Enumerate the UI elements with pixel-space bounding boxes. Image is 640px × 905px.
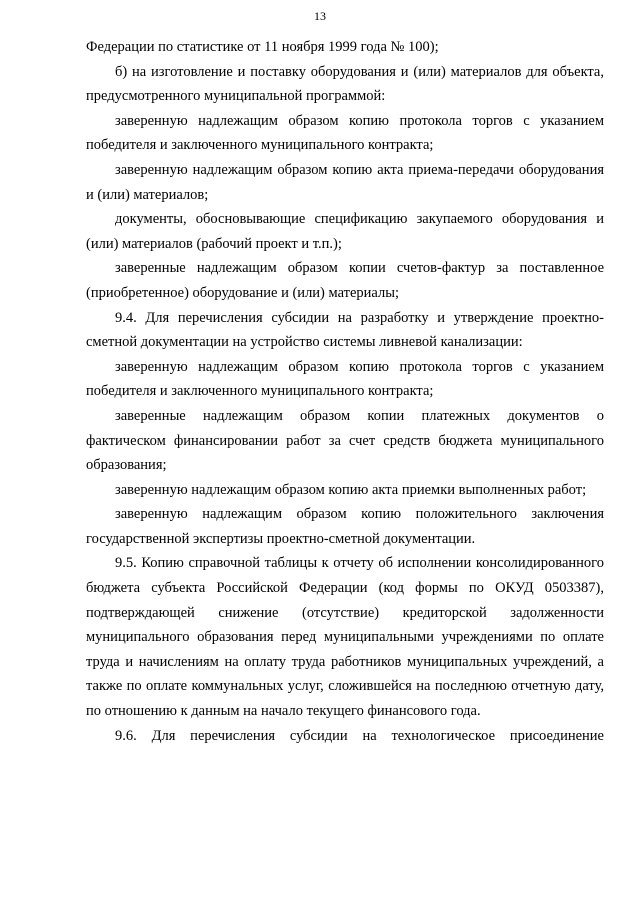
paragraph: документы, обосновывающие спецификацию закупаемого оборудования и (или) материалов (рабочий проект и т.п.);: [86, 211, 604, 252]
paragraph: 9.6. Для перечисления субсидии на технологическое присоединение: [115, 727, 604, 744]
paragraph: заверенные надлежащим образом копии счетов-фактур за поставленное (приобретенное) оборудование и (или) материалы;: [86, 260, 604, 301]
paragraph: 9.4. Для перечисления субсидии на разработку и утверждение проектно-сметной документации на устройство системы ливневой канализации:: [86, 309, 604, 351]
paragraph: заверенные надлежащим образом копии платежных документов о фактическом финансировании работ за счет средств бюджета муниципального образования;: [86, 407, 604, 474]
paragraph: б) на изготовление и поставку оборудования и (или) материалов для объекта, предусмотренного муниципальной программой:: [86, 63, 604, 105]
page-number: 13: [314, 9, 326, 23]
paragraph: заверенную надлежащим образом копию акта приема-передачи оборудования и (или) материалов;: [86, 161, 604, 203]
paragraph: заверенную надлежащим образом копию положительного заключения государственной экспертизы проектно-сметной документации.: [86, 506, 604, 547]
paragraph: заверенную надлежащим образом копию протокола торгов с указанием победителя и заключенного муниципального контракта;: [86, 358, 604, 400]
paragraph: заверенную надлежащим образом копию акта приемки выполненных работ;: [115, 481, 587, 498]
paragraph: 9.5. Копию справочной таблицы к отчету об исполнении консолидированного бюджета субъекта Российской Федерации (код формы по ОКУД 0503387), подтверждающей снижение (отсутствие) кредиторской задолженности муниципального образования перед муниципальными учреждениями по оплате труда и начислениям на оплату труда работников муниципальных учреждений, а также по оплате коммунальных услуг, сложившейся на последнюю отчетную дату, по отношению к данным на начало текущего финансового года.: [86, 555, 604, 720]
paragraph: Федерации по статистике от 11 ноября 1999 года № 100);: [86, 39, 439, 55]
paragraph: заверенную надлежащим образом копию протокола торгов с указанием победителя и заключенного муниципального контракта;: [86, 112, 604, 154]
document-body: [86, 35, 604, 748]
